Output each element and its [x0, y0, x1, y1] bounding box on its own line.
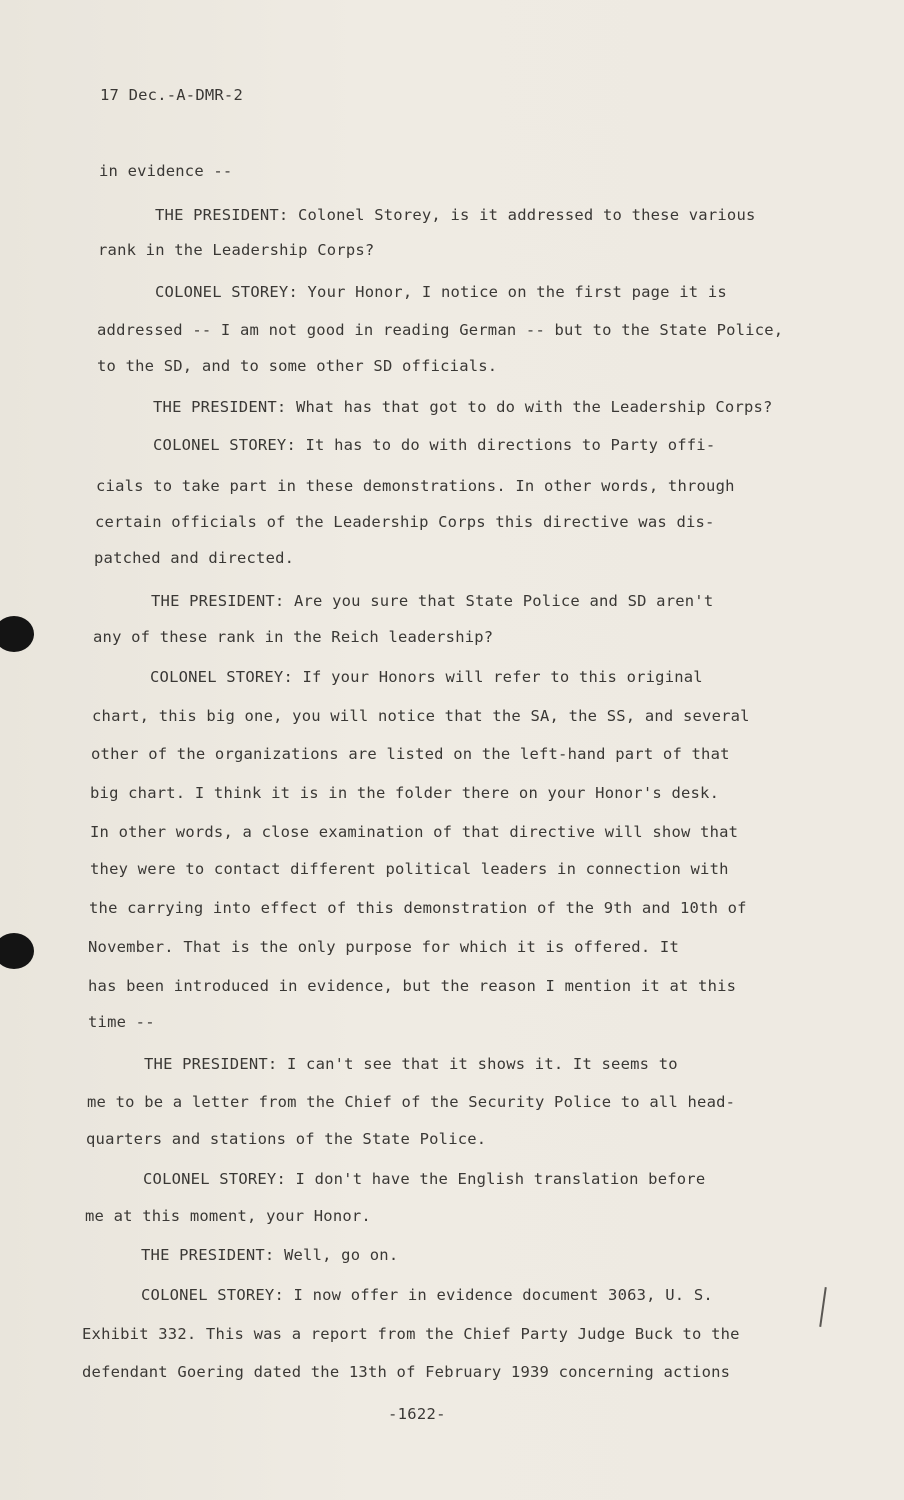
text-line: rank in the Leadership Corps? — [98, 241, 375, 259]
text-line: COLONEL STOREY: I don't have the English translation before — [143, 1170, 706, 1188]
text-line: certain officials of the Leadership Corps this directive was dis- — [95, 513, 715, 531]
text-line: me at this moment, your Honor. — [85, 1207, 371, 1225]
text-line: has been introduced in evidence, but the reason I mention it at this — [88, 977, 737, 995]
text-line: THE PRESIDENT: Are you sure that State Police and SD aren't — [151, 592, 714, 610]
text-line: addressed -- I am not good in reading German -- but to the State Police, — [97, 321, 784, 339]
text-line: me to be a letter from the Chief of the Security Police to all head- — [87, 1093, 736, 1111]
text-line: November. That is the only purpose for which it is offered. It — [88, 938, 679, 956]
text-line: to the SD, and to some other SD officials. — [97, 357, 498, 375]
text-line: patched and directed. — [94, 549, 295, 567]
text-line: any of these rank in the Reich leadership? — [93, 628, 494, 646]
text-line: THE PRESIDENT: Well, go on. — [141, 1246, 399, 1264]
text-line: THE PRESIDENT: What has that got to do with the Leadership Corps? — [153, 398, 773, 416]
punch-hole — [0, 933, 34, 969]
text-line: in evidence -- — [99, 162, 233, 180]
margin-pencil-mark — [819, 1287, 827, 1327]
text-line: Exhibit 332. This was a report from the Chief Party Judge Buck to the — [82, 1325, 740, 1343]
text-line: THE PRESIDENT: I can't see that it shows it. It seems to — [144, 1055, 678, 1073]
punch-hole — [0, 616, 34, 652]
text-line: cials to take part in these demonstrations. In other words, through — [96, 477, 735, 495]
text-line: THE PRESIDENT: Colonel Storey, is it addressed to these various — [155, 206, 756, 224]
text-line: defendant Goering dated the 13th of February 1939 concerning actions — [82, 1363, 731, 1381]
page-header-ref: 17 Dec.-A-DMR-2 — [100, 86, 243, 104]
text-line: big chart. I think it is in the folder there on your Honor's desk. — [90, 784, 720, 802]
text-line: chart, this big one, you will notice that the SA, the SS, and several — [92, 707, 750, 725]
text-line: In other words, a close examination of that directive will show that — [90, 823, 739, 841]
text-line: the carrying into effect of this demonstration of the 9th and 10th of — [89, 899, 747, 917]
text-line: time -- — [88, 1013, 155, 1031]
text-line: COLONEL STOREY: It has to do with directions to Party offi- — [153, 436, 716, 454]
text-line: quarters and stations of the State Police. — [86, 1130, 487, 1148]
page-number: -1622- — [388, 1405, 446, 1423]
text-line: COLONEL STOREY: I now offer in evidence document 3063, U. S. — [141, 1286, 713, 1304]
text-line: they were to contact different political leaders in connection with — [90, 860, 729, 878]
text-line: COLONEL STOREY: If your Honors will refer to this original — [150, 668, 703, 686]
text-line: COLONEL STOREY: Your Honor, I notice on the first page it is — [155, 283, 727, 301]
text-line: other of the organizations are listed on the left-hand part of that — [91, 745, 730, 763]
